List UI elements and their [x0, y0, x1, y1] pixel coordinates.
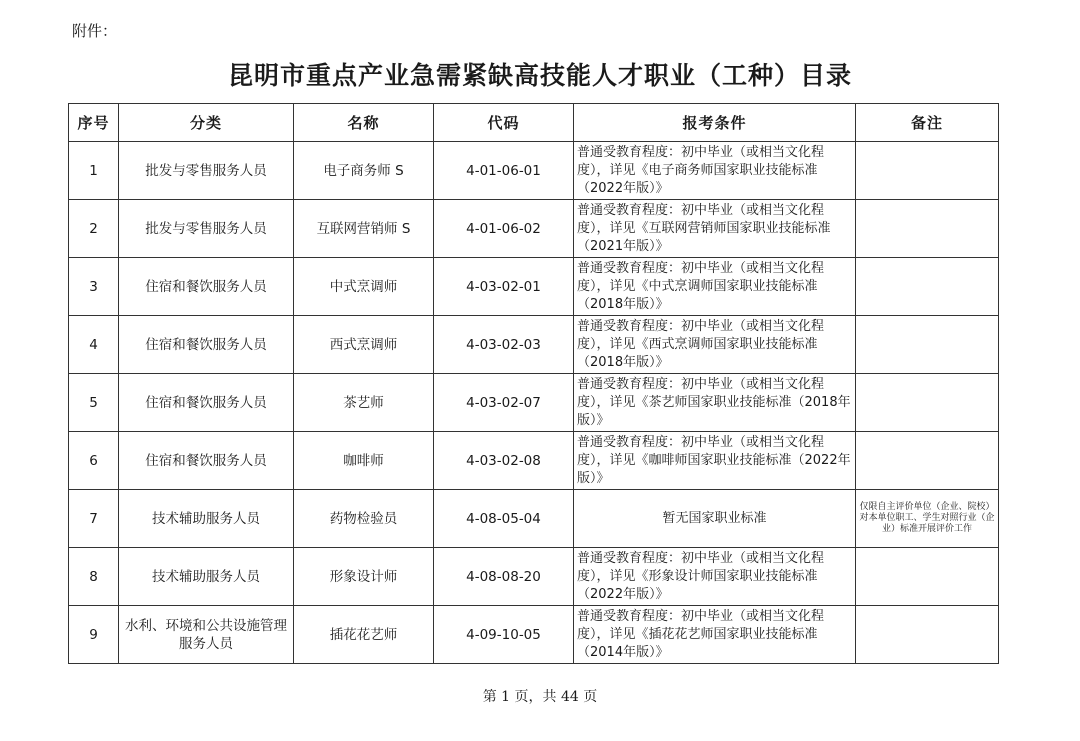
cell-name: 形象设计师	[294, 548, 434, 606]
header-condition: 报考条件	[574, 104, 856, 142]
table-row	[69, 316, 999, 374]
cell-category: 技术辅助服务人员	[119, 548, 294, 606]
cell-note	[856, 258, 999, 316]
table-row	[69, 258, 999, 316]
header-name: 名称	[294, 104, 434, 142]
cell-no: 3	[69, 258, 119, 316]
document-title: 昆明市重点产业急需紧缺高技能人才职业（工种）目录	[227, 61, 852, 90]
cell-code: 4-08-05-04	[434, 490, 574, 548]
table-row	[69, 606, 999, 664]
attachment-label: 附件：	[72, 22, 118, 40]
cell-code: 4-03-02-08	[434, 432, 574, 490]
cell-no: 9	[69, 606, 119, 664]
occupation-table	[68, 103, 999, 664]
cell-category: 批发与零售服务人员	[119, 142, 294, 200]
cell-category: 住宿和餐饮服务人员	[119, 258, 294, 316]
cell-condition: 暂无国家职业标准	[574, 490, 856, 548]
cell-note	[856, 606, 999, 664]
cell-name: 西式烹调师	[294, 316, 434, 374]
page-footer: 第 1 页，共 44 页	[482, 689, 598, 705]
cell-condition: 普通受教育程度：初中毕业（或相当文化程度），详见《电子商务师国家职业技能标准（2022年版）》	[574, 142, 856, 200]
cell-no: 7	[69, 490, 119, 548]
cell-code: 4-03-02-07	[434, 374, 574, 432]
cell-name: 咖啡师	[294, 432, 434, 490]
table-row	[69, 142, 999, 200]
table-row	[69, 432, 999, 490]
cell-condition: 普通受教育程度：初中毕业（或相当文化程度），详见《西式烹调师国家职业技能标准（2018年版）》	[574, 316, 856, 374]
cell-note	[856, 374, 999, 432]
cell-note	[856, 548, 999, 606]
cell-no: 6	[69, 432, 119, 490]
cell-no: 2	[69, 200, 119, 258]
header-category: 分类	[119, 104, 294, 142]
cell-category: 住宿和餐饮服务人员	[119, 316, 294, 374]
cell-condition: 普通受教育程度：初中毕业（或相当文化程度），详见《茶艺师国家职业技能标准（2018年版）》	[574, 374, 856, 432]
cell-name: 电子商务师 S	[294, 142, 434, 200]
header-note: 备注	[856, 104, 999, 142]
cell-code: 4-08-08-20	[434, 548, 574, 606]
table-row	[69, 548, 999, 606]
cell-category: 批发与零售服务人员	[119, 200, 294, 258]
cell-code: 4-03-02-03	[434, 316, 574, 374]
cell-name: 互联网营销师 S	[294, 200, 434, 258]
table-row	[69, 490, 999, 548]
cell-name: 茶艺师	[294, 374, 434, 432]
cell-code: 4-03-02-01	[434, 258, 574, 316]
cell-condition: 普通受教育程度：初中毕业（或相当文化程度），详见《插花花艺师国家职业技能标准（2014年版）》	[574, 606, 856, 664]
header-code: 代码	[434, 104, 574, 142]
cell-condition: 普通受教育程度：初中毕业（或相当文化程度），详见《中式烹调师国家职业技能标准（2018年版）》	[574, 258, 856, 316]
cell-no: 1	[69, 142, 119, 200]
table-header-row	[69, 104, 999, 142]
cell-code: 4-09-10-05	[434, 606, 574, 664]
cell-note	[856, 316, 999, 374]
cell-name: 中式烹调师	[294, 258, 434, 316]
cell-no: 8	[69, 548, 119, 606]
table-row	[69, 200, 999, 258]
cell-category: 住宿和餐饮服务人员	[119, 374, 294, 432]
cell-condition: 普通受教育程度：初中毕业（或相当文化程度），详见《形象设计师国家职业技能标准（2022年版）》	[574, 548, 856, 606]
cell-condition: 普通受教育程度：初中毕业（或相当文化程度），详见《互联网营销师国家职业技能标准（2021年版）》	[574, 200, 856, 258]
cell-note	[856, 142, 999, 200]
cell-code: 4-01-06-01	[434, 142, 574, 200]
cell-note	[856, 432, 999, 490]
cell-note: 仅限自主评价单位（企业、院校）对本单位职工、学生对照行业（企业）标准开展评价工作	[856, 490, 999, 548]
cell-category: 住宿和餐饮服务人员	[119, 432, 294, 490]
cell-no: 4	[69, 316, 119, 374]
table-row	[69, 374, 999, 432]
cell-note	[856, 200, 999, 258]
cell-no: 5	[69, 374, 119, 432]
cell-name: 插花花艺师	[294, 606, 434, 664]
cell-code: 4-01-06-02	[434, 200, 574, 258]
cell-category: 技术辅助服务人员	[119, 490, 294, 548]
cell-condition: 普通受教育程度：初中毕业（或相当文化程度），详见《咖啡师国家职业技能标准（2022年版）》	[574, 432, 856, 490]
cell-category: 水利、环境和公共设施管理服务人员	[119, 606, 294, 664]
cell-name: 药物检验员	[294, 490, 434, 548]
header-no: 序号	[69, 104, 119, 142]
